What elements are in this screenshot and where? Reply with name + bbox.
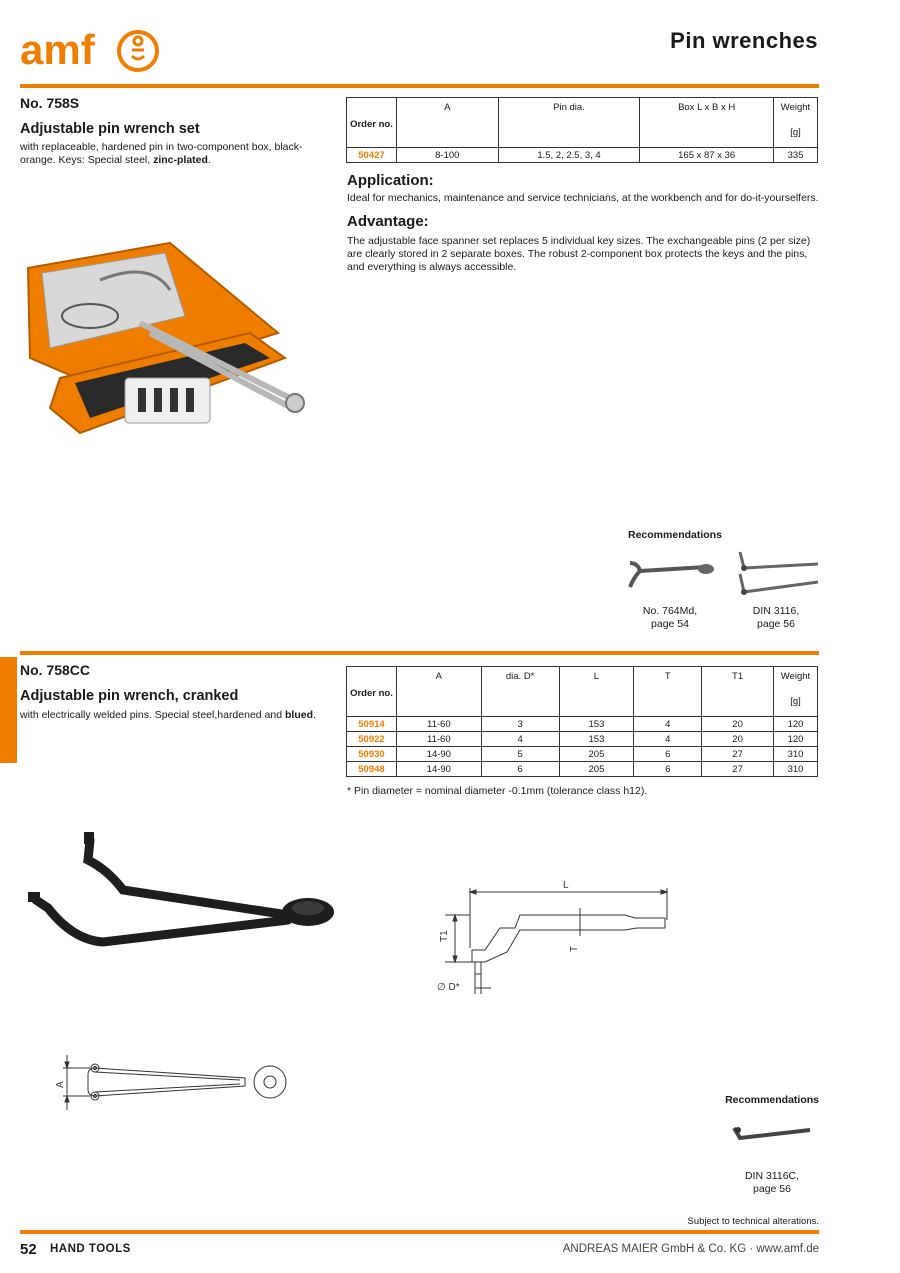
section1-spec-table xyxy=(346,97,818,163)
page-title: Pin wrenches xyxy=(670,28,818,53)
th-l: L xyxy=(559,667,634,717)
chapter-tab xyxy=(0,657,17,763)
section-divider xyxy=(20,651,819,655)
th-a: A xyxy=(396,667,481,717)
amf-logo xyxy=(20,26,160,74)
order-no-cell[interactable]: 50930 xyxy=(347,747,397,762)
dim-t-label: T xyxy=(569,945,580,952)
rec-764md-caption[interactable]: No. 764Md, page 54 xyxy=(642,605,698,630)
side-view-drawing xyxy=(425,880,675,1000)
advantage-text: The adjustable face spanner set replaces 5 individual key sizes. The exchangeable pins (2 per size) are clearly stored in 2 separate boxes. The robust 2-component box protects the keys and the pins, and everything is always accessible. xyxy=(347,235,811,273)
th-a: A xyxy=(396,98,498,148)
rec-din3116-caption[interactable]: DIN 3116, page 56 xyxy=(752,605,800,630)
th-weight: Weight [g] xyxy=(773,667,817,717)
alterations-note: Subject to technical alterations. xyxy=(687,1216,819,1227)
th-order-no: Order no. xyxy=(347,98,397,148)
table-row: 50914 11-60 3 153 4 20 120 xyxy=(347,717,818,732)
th-t: T xyxy=(634,667,702,717)
th-t1: T1 xyxy=(702,667,774,717)
section1-number: No. 758S xyxy=(20,95,80,111)
logo-text: amf xyxy=(20,26,95,73)
section-label: HAND TOOLS xyxy=(50,1243,131,1255)
dim-a-label: A xyxy=(55,1081,66,1088)
rec-764md-image[interactable] xyxy=(626,555,716,591)
cranked-wrench-image xyxy=(18,830,348,960)
order-no-cell[interactable]: 50948 xyxy=(347,762,397,777)
header-divider xyxy=(20,84,819,88)
application-text: Ideal for mechanics, maintenance and service technicians, at the workbench and for do-it-yourselfers. xyxy=(347,192,819,204)
order-no-cell[interactable]: 50427 xyxy=(347,148,397,163)
table-row: 50948 14-90 6 205 6 27 310 xyxy=(347,762,818,777)
order-no-cell[interactable]: 50922 xyxy=(347,732,397,747)
table-row: 50930 14-90 5 205 6 27 310 xyxy=(347,747,818,762)
th-box: Box L x B x H xyxy=(640,98,774,148)
th-dia: dia. D* xyxy=(481,667,559,717)
section1-recommendations-title: Recommendations xyxy=(628,529,722,541)
section1-description: with replaceable, hardened pin in two-component box, black- orange. Keys: Special steel, zinc-plated. xyxy=(20,141,303,166)
section2-recommendations-title: Recommendations xyxy=(725,1094,819,1106)
table-row: 50922 11-60 4 153 4 20 120 xyxy=(347,732,818,747)
section2-spec-table xyxy=(346,666,818,777)
section2-description: with electrically welded pins. Special steel,hardened and blued. xyxy=(20,709,316,721)
section2-number: No. 758CC xyxy=(20,662,91,678)
table-row: 50427 8-100 1.5, 2, 2.5, 3, 4 165 x 87 x 36 335 xyxy=(347,148,818,163)
rec-din3116c-image[interactable] xyxy=(730,1122,812,1152)
th-order-no: Order no. xyxy=(347,667,397,717)
rec-din3116c-caption[interactable]: DIN 3116C, page 56 xyxy=(744,1170,800,1195)
wrench-set-case-image xyxy=(20,238,310,438)
application-heading: Application: xyxy=(347,172,434,189)
th-pin-dia: Pin dia. xyxy=(498,98,640,148)
th-weight: Weight [g] xyxy=(774,98,818,148)
dim-d-label: ∅ D* xyxy=(437,982,460,993)
top-view-drawing xyxy=(55,1050,305,1115)
section2-title: Adjustable pin wrench, cranked xyxy=(20,688,239,704)
pin-diameter-footnote: * Pin diameter = nominal diameter -0.1mm (tolerance class h12). xyxy=(347,785,648,797)
section1-title: Adjustable pin wrench set xyxy=(20,121,200,137)
company-footer: ANDREAS MAIER GmbH & Co. KG · www.amf.de xyxy=(562,1243,819,1255)
dim-l-label: L xyxy=(563,880,569,891)
dim-t1-label: T1 xyxy=(439,930,450,942)
advantage-heading: Advantage: xyxy=(347,213,429,230)
footer-divider xyxy=(20,1230,819,1234)
order-no-cell[interactable]: 50914 xyxy=(347,717,397,732)
rec-din3116-image[interactable] xyxy=(732,548,822,598)
page-number: 52 xyxy=(20,1241,37,1258)
